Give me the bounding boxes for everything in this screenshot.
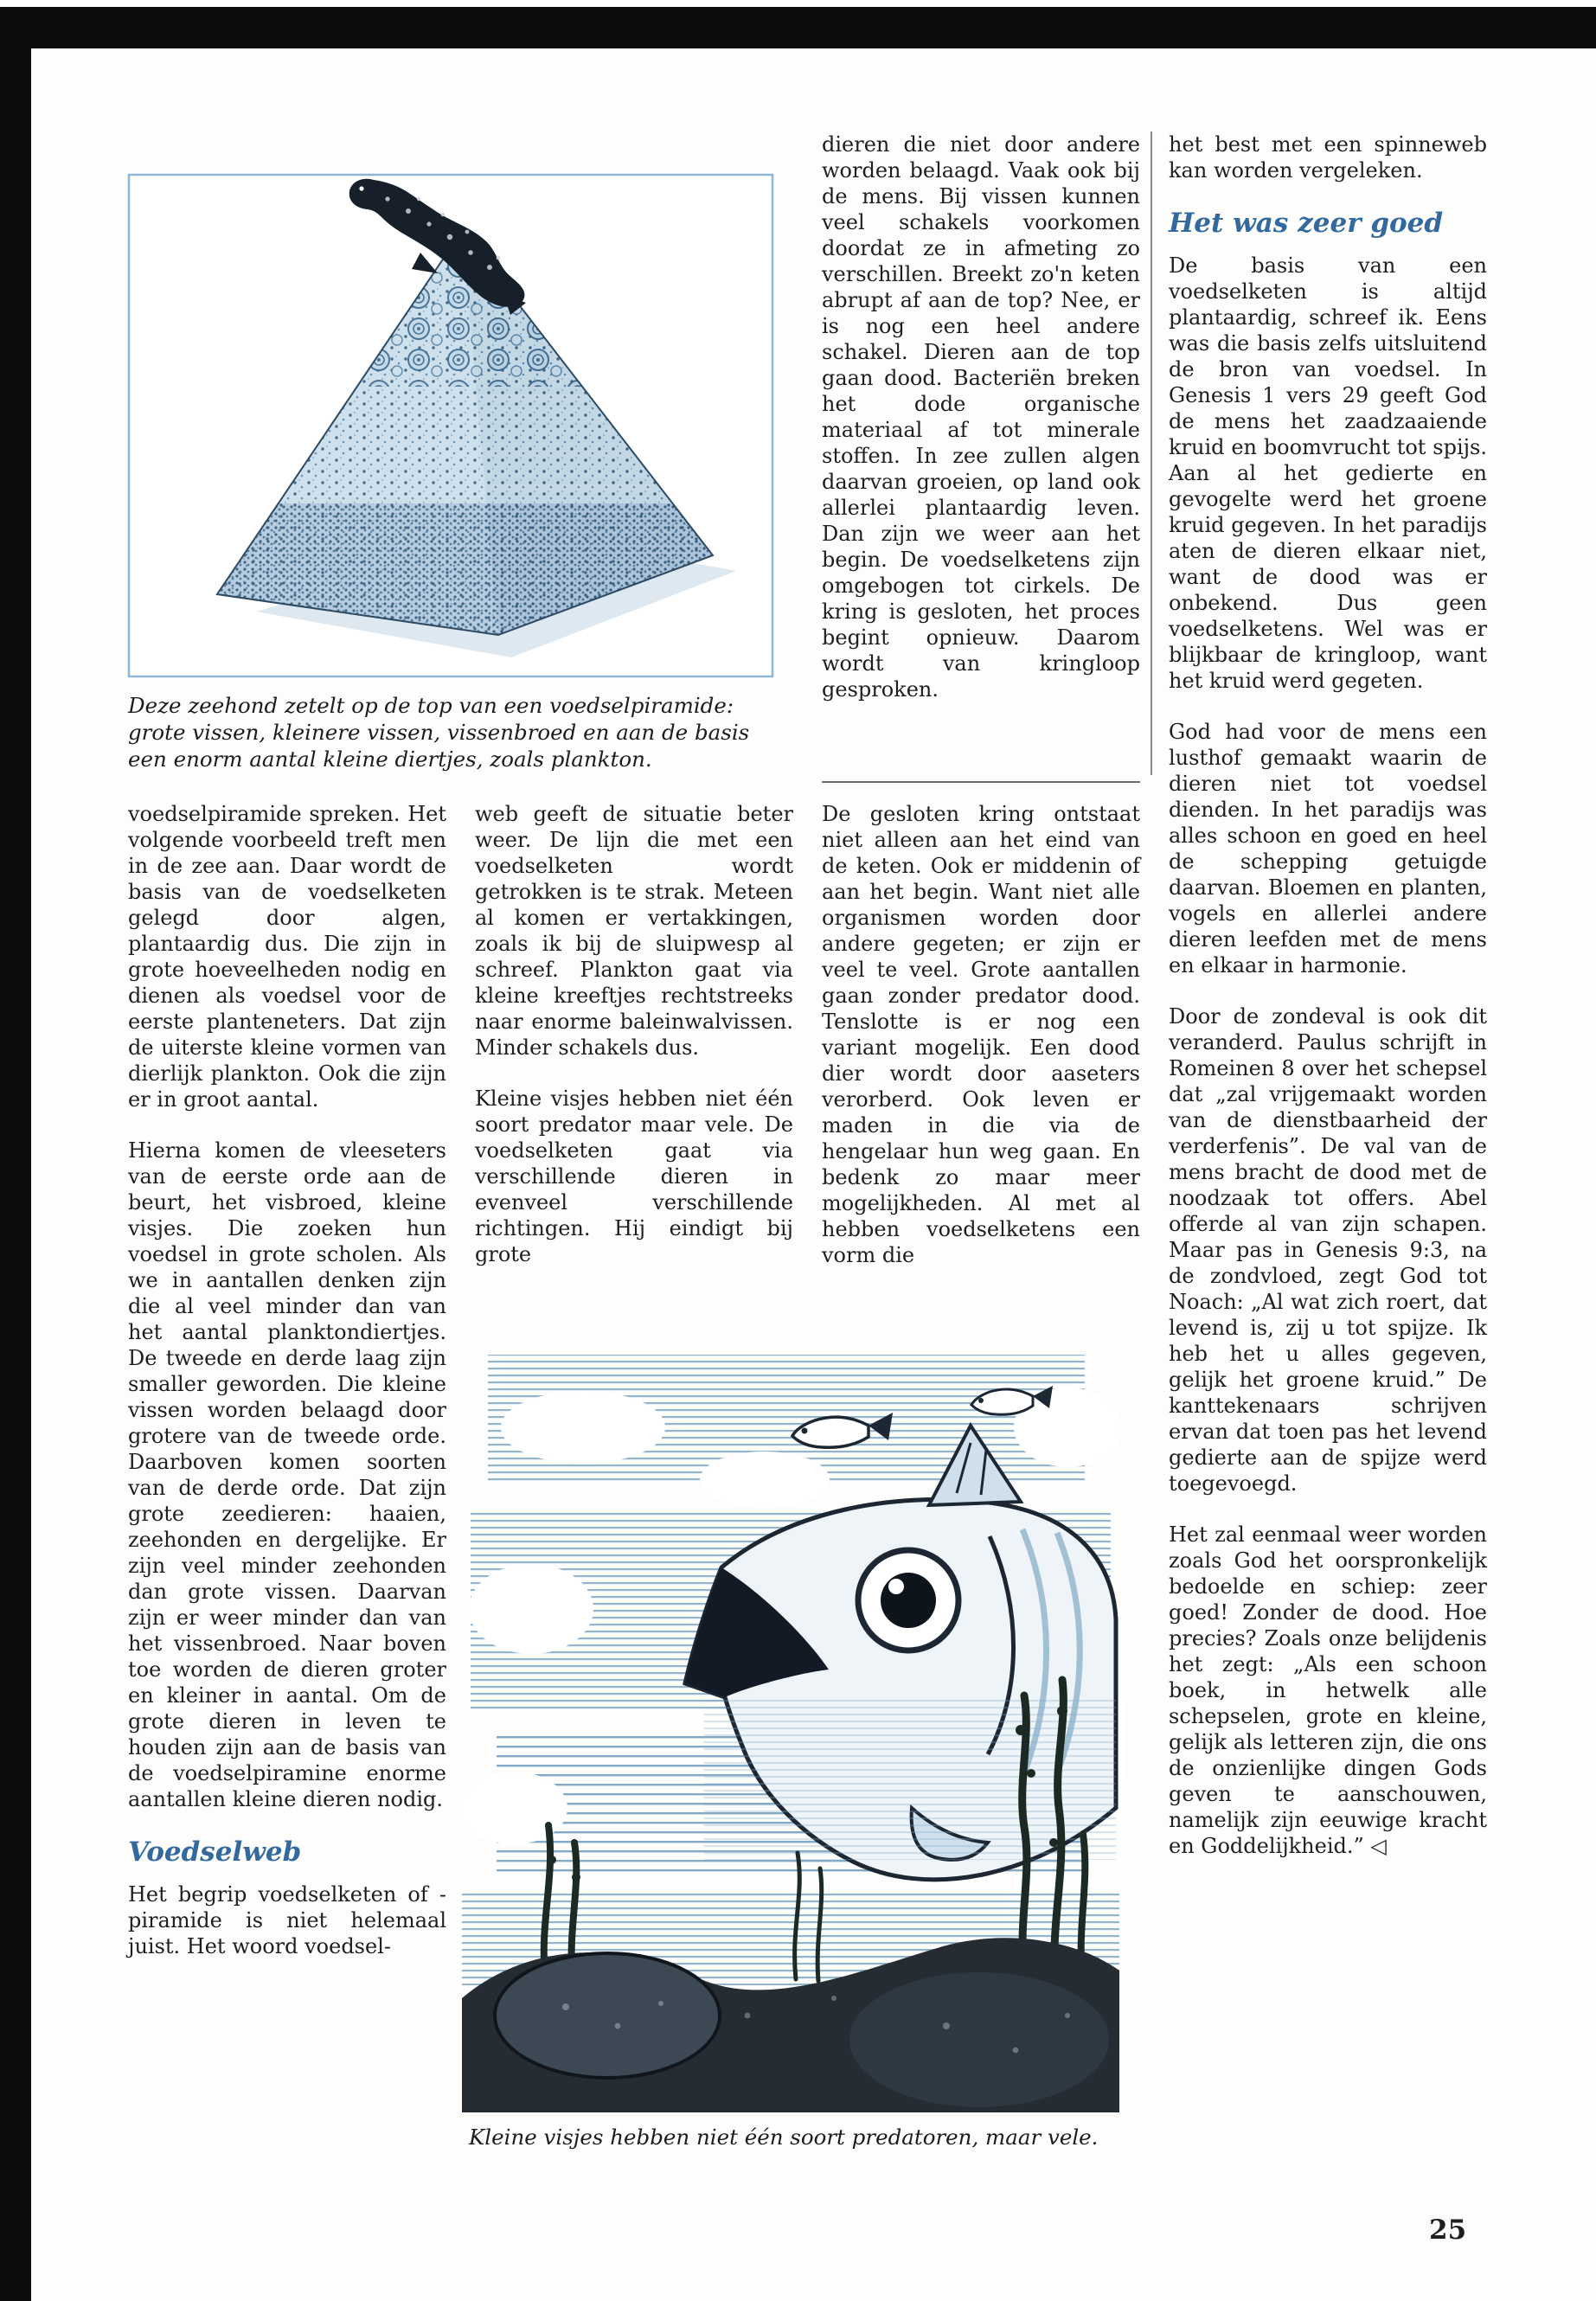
paragraph: Kleine visjes hebben niet één soort predator maar vele. De voedselketen gaat via verschillende dieren in evenveel verschillende richtingen. Hij eindigt bij grote [475, 1086, 793, 1266]
section-heading-het-was-zeer-goed: Het was zeer goed [1169, 208, 1444, 239]
paragraph: God had voor de mens een lusthof gemaakt waarin de dieren niet tot voedsel dienden. In het paradijs was alles schoon en goed en heel de schepping getuigde daarvan. Bloemen en planten, vogels en allerlei andere dieren leefden met de mens en elkaar in harmonie. [1169, 720, 1487, 977]
left-border-bar [0, 7, 31, 2301]
column-3-bottom [822, 801, 1140, 1293]
column-4 [1169, 131, 1487, 1884]
top-border-bar [0, 7, 1596, 48]
fish-illustration [462, 1324, 1125, 2112]
paragraph: web geeft de situatie beter weer. De lijn die met een voedselketen wordt getrokken is te strak. Meteen al komen er vertakkingen, zoals ik bij de sluipwesp al schreef. Plankton gaat via kleine kreeftjes rechtstreeks naar enorme baleinwalvissen. Minder schakels dus. [475, 802, 793, 1060]
page-number: 25 [1429, 2214, 1467, 2246]
paragraph: Het begrip voedselketen of -piramide is niet helemaal juist. Het woord voedsel- [128, 1882, 446, 1958]
section-heading-voedselweb: Voedselweb [128, 1836, 302, 1868]
paragraph: Hierna komen de vleeseters van de eerste orde aan de beurt, het visbroed, kleine visjes. Die zoeken hun voedsel in grote scholen. Als we in aantallen denken zijn die al veel minder dan van het aantal planktondiertjes. De tweede en derde laag zijn smaller geworden. Die kleine vissen worden belaagd door grotere van de tweede orde. Daarboven komen soorten van de derde orde. Dat zijn grote zeedieren: haaien, zeehonden en dergelijke. Er zijn veel minder zeehonden dan grote vissen. Daarvan zijn er weer minder dan van het vissenbroed. Naar boven toe worden de dieren groter en kleiner in aantal. Om de grote dieren in leven te houden zijn aan de basis van de voedselpiramine enorme aantallen kleine dieren nodig. [128, 1138, 446, 1811]
fish-figure [462, 1324, 1125, 2112]
column-2 [475, 801, 793, 1292]
column-3-horizontal-rule [822, 781, 1140, 783]
paragraph: voedselpiramide spreken. Het volgende voorbeeld treft men in de zee aan. Daar wordt de basis van de voedselketen gelegd door algen, plantaardig dus. Die zijn in grote hoeveelheden nodig en dienen als voedsel voor de eerste planteneters. Dat zijn de uiterste kleine vormen van dierlijk plankton. Ook die zijn er in groot aantal. [128, 802, 446, 1112]
paragraph: Het zal eenmaal weer worden zoals God het oorspronkelijk bedoelde en schiep: zeer goed! Zonder de dood. Hoe precies? Zoals onze belijdenis het zegt: „Als een schoon boek, in hetwelk alle schepselen, grote en kleine, gelijk als letteren zijn, die ons de onzienlijke dingen Gods geven te aanschouwen, namelijk zijn eeuwige kracht en Goddelijkheid.” ◁ [1169, 1522, 1487, 1858]
paragraph: het best met een spinneweb kan worden vergeleken. [1169, 132, 1487, 183]
pyramid-caption: Deze zeehond zetelt op de top van een voedselpiramide: grote vissen, kleinere vissen, vissenbroed en aan de basis een enorm aantal kleine diertjes, zoals plankton. [128, 693, 750, 772]
paragraph: Door de zondeval is ook dit veranderd. Paulus schrijft in Romeinen 8 over het schepsel dat „zal vrijgemaakt worden van de dienstbaarheid der verderfenis”. De val van de mens bracht de dood met de noodzaak tot offers. Abel offerde al van zijn schapen. Maar pas in Genesis 9:3, na de zondvloed, zegt God tot Noach: „Al wat zich roert, dat levend is, zij u tot spijze. Ik heb het u alles gegeven, gelijk het groene kruid.” De kanttekenaars schrijven ervan dat toen pas het levend gedierte aan de spijze werd toegevoegd. [1169, 1004, 1487, 1496]
pyramid-illustration [126, 97, 784, 682]
paragraph: De basis van een voedselketen is altijd plantaardig, schreef ik. Eens was die basis zelfs uitsluitend de bron van voedsel. In Genesis 1 vers 29 geeft God de mens het zaadzaaiende kruid en boomvrucht tot spijs. Aan al het gedierte en gevogelte werd het groene kruid gegeven. In het paradijs aten de dieren elkaar niet, want de dood was er onbekend. Dus geen voedselketens. Wel was er blijkbaar de kringloop, want het kruid werd gegeten. [1169, 253, 1487, 693]
column-1 [128, 801, 446, 1984]
pyramid-figure [126, 97, 784, 682]
fish-caption: Kleine visjes hebben niet één soort predatoren, maar vele. [469, 2125, 1099, 2150]
paragraph: dieren die niet door andere worden belaagd. Vaak ook bij de mens. Bij vissen kunnen veel schakels voorkomen doordat ze in afmeting zo verschillen. Breekt zo'n keten abrupt af aan de top? Nee, er is nog een heel andere schakel. Dieren aan de top gaan dood. Bacteriën breken het dode organische materiaal af tot minerale stoffen. In zee zullen algen daarvan groeien, op land ook allerlei plantaardig leven. Dan zijn we weer aan het begin. De voedselketens zijn omgebogen tot cirkels. De kring is gesloten, het proces begint opnieuw. Daarom wordt van kringloop gesproken. [822, 132, 1140, 702]
column-divider-rule [1151, 131, 1152, 775]
paragraph: De gesloten kring ontstaat niet alleen aan het eind van de keten. Ook er middenin of aan het begin. Want niet alle organismen worden door andere gegeten; er zijn er veel te veel. Grote aantallen gaan zonder predator dood. Tenslotte is er nog een variant mogelijk. Een dood dier wordt door aaseters verorberd. Ook leven er maden in die via de hengelaar hun weg gaan. En bedenk zo maar meer mogelijkheden. Al met al hebben voedselketens een vorm die [822, 802, 1140, 1267]
column-3-top [822, 131, 1140, 727]
